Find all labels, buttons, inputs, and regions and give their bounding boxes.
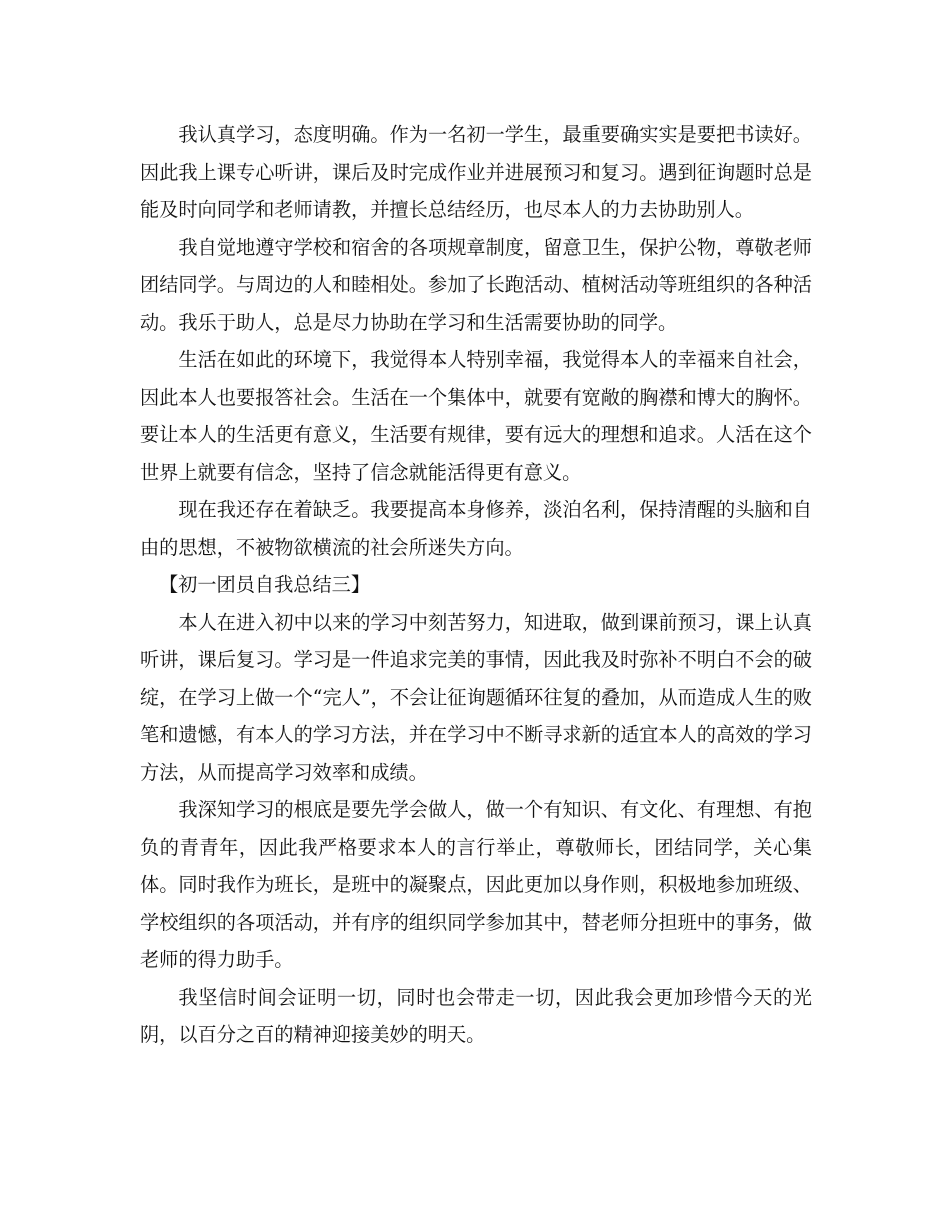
paragraph-rules-and-activities: 我自觉地遵守学校和宿舍的各项规章制度，留意卫生，保护公物，尊敬老师团结同学。与周边的人和睦相处。参加了长跑活动、植树活动等班组织的各种活动。我乐于助人，总是尽力协助在学习和生活需要协助的同学。 [140, 235, 812, 334]
paragraph-class-monitor: 我深知学习的根底是要先学会做人，做一个有知识、有文化、有理想、有抱负的青青年，因此我严格要求本人的言行举止，尊敬师长，团结同学，关心集体。同时我作为班长，是班中的凝聚点，因此更加以身作则，积极地参加班级、学校组织的各项活动，并有序的组织同学参加其中，替老师分担班中的事务，做老师的得力助手。 [140, 798, 812, 971]
paragraph-life-and-society: 生活在如此的环境下，我觉得本人特别幸福，我觉得本人的幸福来自社会，因此本人也要报答社会。生活在一个集体中，就要有宽敞的胸襟和博大的胸怀。要让本人的生活更有意义，生活要有规律，要有远大的理想和追求。人活在这个世界上就要有信念，坚持了信念就能活得更有意义。 [140, 348, 812, 484]
paragraph-shortcomings: 现在我还存在着缺乏。我要提高本身修养，淡泊名利，保持清醒的头脑和自由的思想，不被物欲横流的社会所迷失方向。 [140, 498, 812, 559]
paragraph-study-attitude: 我认真学习，态度明确。作为一名初一学生，最重要确实实是要把书读好。因此我上课专心听讲，课后及时完成作业并进展预习和复习。遇到征询题时总是能及时向同学和老师请教，并擅长总结经历，也尽本人的力去协助别人。 [140, 123, 812, 221]
paragraph-closing: 我坚信时间会证明一切，同时也会带走一切，因此我会更加珍惜今天的光阴，以百分之百的精神迎接美妙的明天。 [140, 985, 812, 1046]
paragraph-learning-effort: 本人在进入初中以来的学习中刻苦努力，知进取，做到课前预习，课上认真听讲，课后复习。学习是一件追求完美的事情，因此我及时弥补不明白不会的破绽，在学习上做一个“完人”，不会让征询题循环往复的叠加，从而造成人生的败笔和遗憾，有本人的学习方法，并在学习中不断寻求新的适宜本人的高效的学习方法，从而提高学习效率和成绩。 [140, 610, 812, 784]
document-page [140, 116, 812, 1054]
section-heading: 【初一团员自我总结三】 [159, 573, 371, 596]
